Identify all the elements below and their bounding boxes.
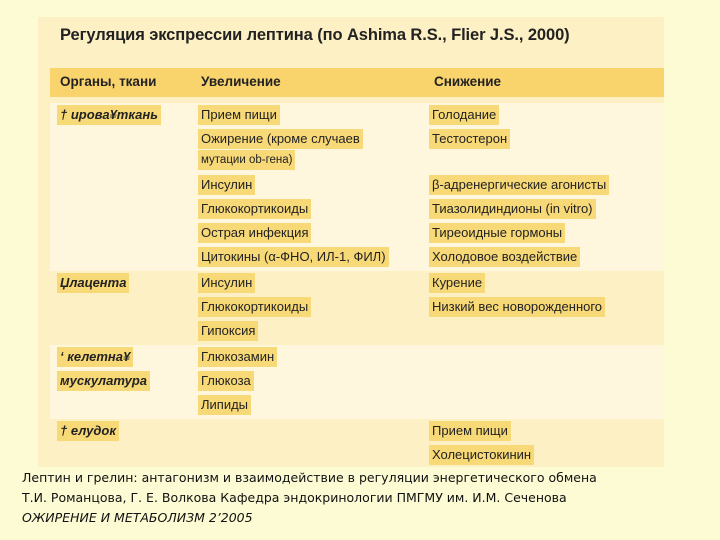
table-header-row (50, 68, 664, 97)
leptin-regulation-table (38, 17, 664, 467)
increase-item: Инсулин (198, 175, 255, 195)
organ-placenta: Џлацента (57, 273, 129, 293)
increase-item: Прием пищи (198, 105, 280, 125)
decrease-item: Тестостерон (429, 129, 510, 149)
decrease-item: β-адренергические агонисты (429, 175, 609, 195)
caption-line-3: ОЖИРЕНИЕ И МЕТАБОЛИЗМ 2’2005 (22, 510, 253, 525)
increase-item: Гипоксия (198, 321, 258, 341)
table-title: Регуляция экспрессии лептина (по Ashima R.S., Flier J.S., 2000) (60, 26, 570, 44)
table-title-bar (38, 17, 664, 65)
decrease-item: Тиазолидиндионы (in vitro) (429, 199, 596, 219)
decrease-item: Курение (429, 273, 485, 293)
decrease-item: Прием пищи (429, 421, 511, 441)
increase-item: Глюкокортикоиды (198, 297, 311, 317)
increase-item: мутации ob-гена) (198, 150, 295, 170)
caption-line-1: Лептин и грелин: антагонизм и взаимодействие в регуляции энергетического обмена (22, 470, 597, 485)
organ-muscle: ‘ келетна¥ (57, 347, 133, 367)
header-increase: Увеличение (201, 74, 281, 89)
increase-item: Инсулин (198, 273, 255, 293)
increase-item: Глюкозамин (198, 347, 277, 367)
organ-muscle-line2: мускулатура (57, 371, 150, 391)
increase-item: Липиды (198, 395, 251, 415)
increase-item: Глюкокортикоиды (198, 199, 311, 219)
organ-stomach: † елудок (57, 421, 119, 441)
header-decrease: Снижение (434, 74, 502, 89)
increase-item: Цитокины (α-ФНО, ИЛ-1, ФИЛ) (198, 247, 389, 267)
decrease-item: Тиреоидные гормоны (429, 223, 565, 243)
caption-line-2: Т.И. Романцова, Г. Е. Волкова Кафедра эндокринологии ПМГМУ им. И.М. Сеченова (22, 490, 567, 505)
header-organ: Органы, ткани (60, 74, 157, 89)
decrease-item: Голодание (429, 105, 499, 125)
decrease-item: Холодовое воздействие (429, 247, 580, 267)
decrease-item: Холецистокинин (429, 445, 534, 465)
decrease-item: Низкий вес новорожденного (429, 297, 605, 317)
increase-item: Глюкоза (198, 371, 254, 391)
table-row-group-stomach (50, 421, 664, 467)
increase-item: Острая инфекция (198, 223, 311, 243)
increase-item: Ожирение (кроме случаев (198, 129, 363, 149)
organ-adipose: † ирова¥ткань (57, 105, 161, 125)
